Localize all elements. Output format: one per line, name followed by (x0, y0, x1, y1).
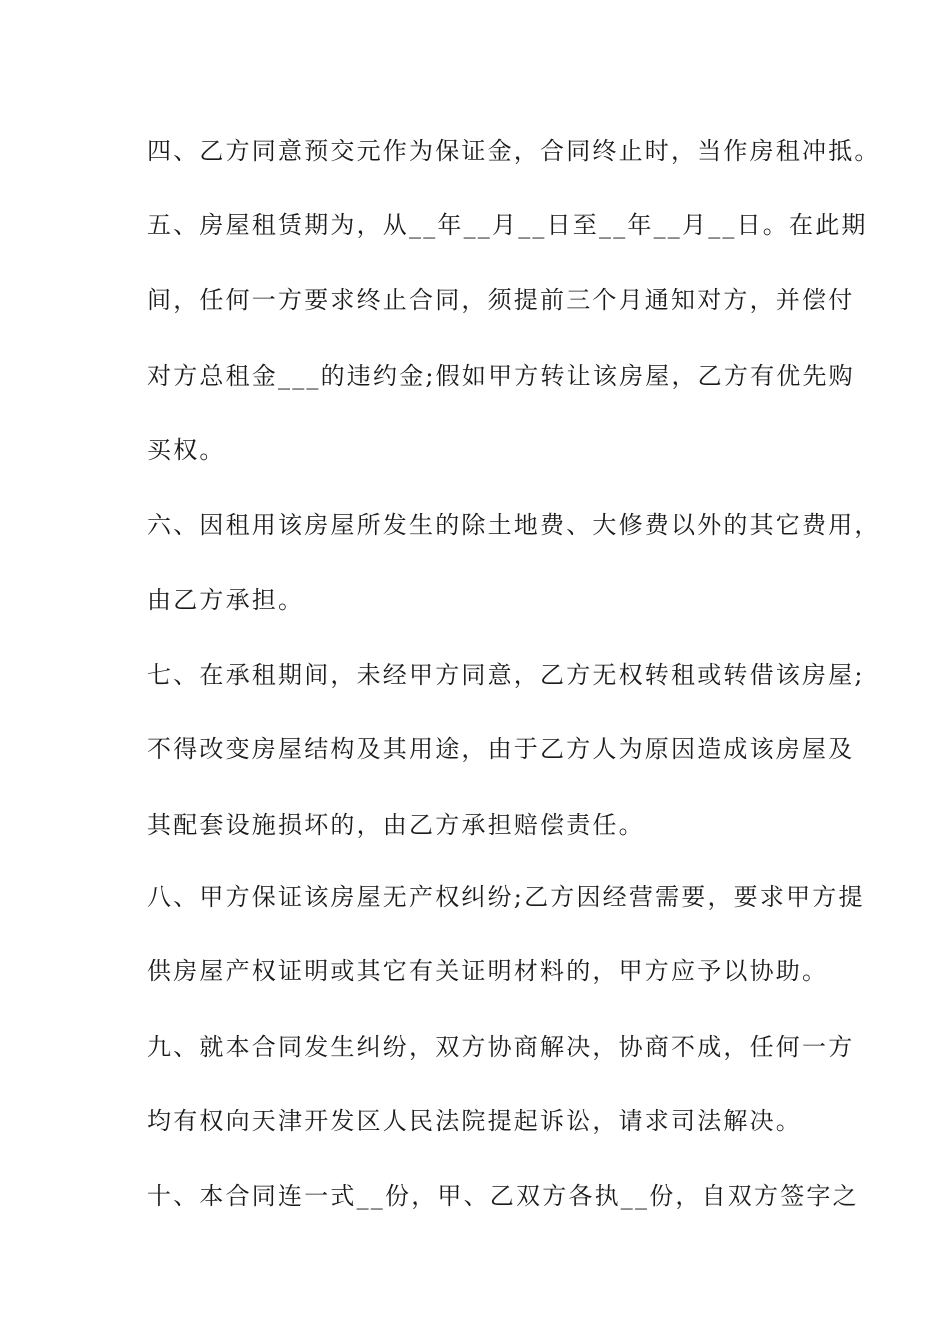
clause-10-line-1: 十、本合同连一式__份，甲、乙双方各执__份，自双方签字之 (147, 1182, 859, 1210)
clause-7-line-1: 七、在承租期间，未经甲方同意，乙方无权转租或转借该房屋; (147, 661, 865, 689)
clause-6-line-1: 六、因租用该房屋所发生的除土地费、大修费以外的其它费用， (147, 511, 881, 539)
clause-5-line-1: 五、房屋租赁期为，从__年__月__日至__年__月__日。在此期 (147, 211, 868, 239)
clause-6-line-2: 由乙方承担。 (147, 586, 305, 614)
clause-5-line-2: 间，任何一方要求终止合同，须提前三个月通知对方，并偿付 (147, 286, 855, 314)
clause-9-line-2: 均有权向天津开发区人民法院提起诉讼，请求司法解决。 (147, 1107, 802, 1135)
clause-4-line-1: 四、乙方同意预交元作为保证金，合同终止时，当作房租冲抵。 (147, 137, 881, 165)
clause-5-line-4: 买权。 (147, 436, 226, 464)
clause-8-line-2: 供房屋产权证明或其它有关证明材料的，甲方应予以协助。 (147, 957, 829, 985)
clause-9-line-1: 九、就本合同发生纠纷，双方协商解决，协商不成，任何一方 (147, 1033, 855, 1061)
clause-7-line-2: 不得改变房屋结构及其用途，由于乙方人为原因造成该房屋及 (147, 735, 855, 763)
clause-7-line-3: 其配套设施损坏的，由乙方承担赔偿责任。 (147, 811, 645, 839)
clause-8-line-1: 八、甲方保证该房屋无产权纠纷;乙方因经营需要，要求甲方提 (147, 883, 865, 911)
clause-5-line-3: 对方总租金___的违约金;假如甲方转让该房屋，乙方有优先购 (147, 362, 855, 390)
